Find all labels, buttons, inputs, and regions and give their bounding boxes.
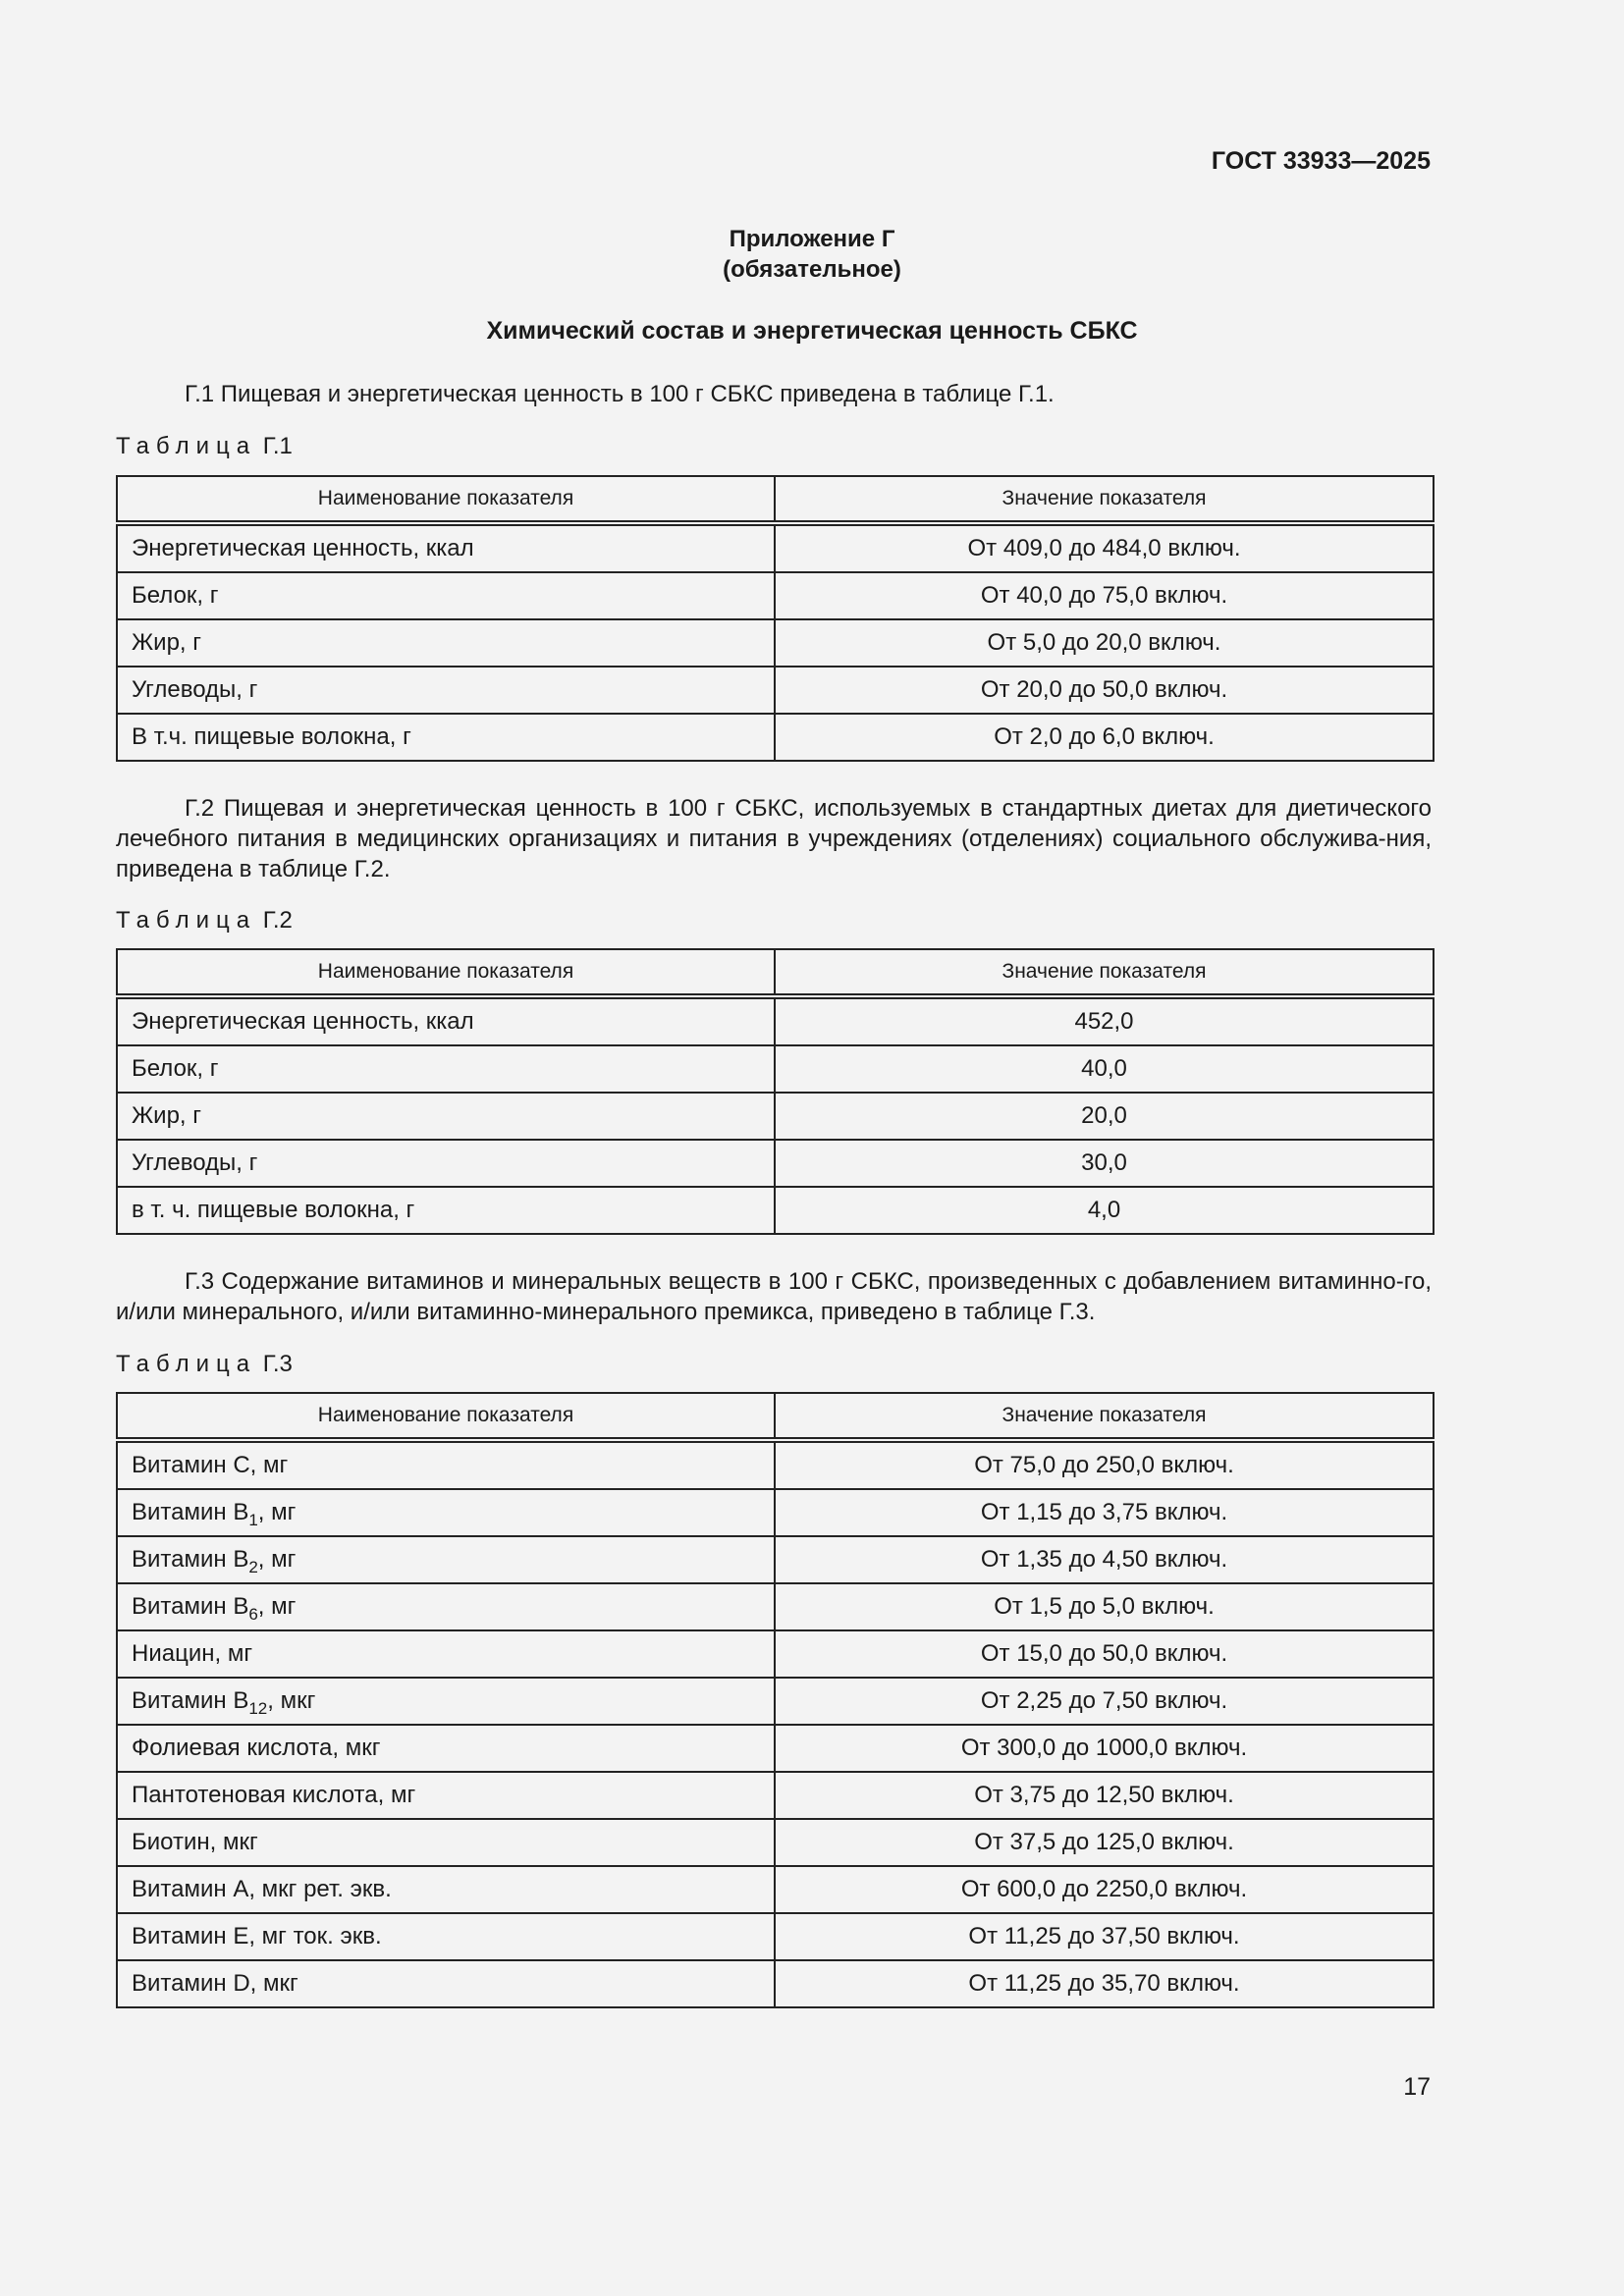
indicator-subscript: 12 — [248, 1699, 268, 1718]
indicator-value: От 20,0 до 50,0 включ. — [775, 667, 1434, 714]
indicator-name-cell — [117, 667, 775, 714]
table-row — [117, 1630, 1434, 1678]
table-caption-number: Г.1 — [262, 433, 293, 459]
indicator-name-cell — [117, 1093, 775, 1140]
table-row — [117, 1489, 1434, 1536]
indicator-name-cell — [117, 1819, 775, 1866]
indicator-name: Витамин D, мкг — [132, 1970, 298, 1997]
indicator-name: Энергетическая ценность, ккал — [132, 535, 474, 561]
indicator-name-cell — [117, 1866, 775, 1913]
table-row — [117, 1583, 1434, 1630]
indicator-name-cell — [117, 1630, 775, 1678]
indicator-name: Биотин, мкг — [132, 1829, 258, 1855]
table-row — [117, 1960, 1434, 2007]
paragraph-g3 — [116, 1266, 1432, 1327]
indicator-name-cell — [117, 572, 775, 619]
indicator-name-cell — [117, 1583, 775, 1630]
table-caption-g2 — [116, 907, 293, 934]
table-g3 — [116, 1392, 1435, 2008]
indicator-name: Витамин B — [132, 1499, 249, 1525]
indicator-value: От 11,25 до 35,70 включ. — [775, 1960, 1434, 2007]
column-header-name: Наименование показателя — [117, 476, 775, 523]
table-row — [117, 1536, 1434, 1583]
table-row — [117, 1772, 1434, 1819]
indicator-value: От 15,0 до 50,0 включ. — [775, 1630, 1434, 1678]
indicator-value: 30,0 — [775, 1140, 1434, 1187]
indicator-name: Углеводы, г — [132, 676, 258, 703]
table-caption-label: Таблица — [116, 1351, 257, 1377]
indicator-name: Витамин А, мкг рет. экв. — [132, 1876, 392, 1902]
indicator-value: От 5,0 до 20,0 включ. — [775, 619, 1434, 667]
table-g1 — [116, 475, 1435, 762]
table-row — [117, 1866, 1434, 1913]
table-g2 — [116, 948, 1435, 1235]
column-header-name: Наименование показателя — [117, 949, 775, 996]
indicator-name: Витамин C, мг — [132, 1452, 289, 1478]
indicator-name-cell — [117, 1440, 775, 1489]
page-number: 17 — [1403, 2073, 1431, 2101]
indicator-value: От 40,0 до 75,0 включ. — [775, 572, 1434, 619]
table-row — [117, 1093, 1434, 1140]
indicator-value: От 1,5 до 5,0 включ. — [775, 1583, 1434, 1630]
standard-code: ГОСТ 33933—2025 — [1211, 147, 1431, 175]
indicator-name: Витамин B — [132, 1687, 249, 1714]
column-header-value: Значение показателя — [775, 476, 1434, 523]
appendix-status: (обязательное) — [723, 256, 901, 283]
indicator-name: Углеводы, г — [132, 1149, 258, 1176]
column-header-name: Наименование показателя — [117, 1393, 775, 1440]
indicator-name-cell — [117, 523, 775, 572]
table-row — [117, 572, 1434, 619]
section-title: Химический состав и энергетическая ценность СБКС — [486, 317, 1138, 345]
appendix-heading — [0, 224, 1624, 285]
table-row — [117, 1440, 1434, 1489]
table-row — [117, 996, 1434, 1045]
indicator-name: Пантотеновая кислота, мг — [132, 1782, 416, 1808]
indicator-name-cell — [117, 714, 775, 761]
indicator-name: Витамин E, мг ток. экв. — [132, 1923, 382, 1949]
indicator-name: в т. ч. пищевые волокна, г — [132, 1197, 415, 1223]
table-row — [117, 1819, 1434, 1866]
paragraph-g2-text: Г.2 Пищевая и энергетическая ценность в 100 г СБКС, используемых в стандартных диетах для диетического лечебного питания в медицинских организациях и питания в учреждениях (отделениях) социального обслужива-ния, приведена в таблице Г.2. — [116, 795, 1432, 882]
table-header-row — [117, 949, 1434, 996]
table-caption-number: Г.2 — [262, 907, 293, 934]
table-header-row — [117, 1393, 1434, 1440]
table-row — [117, 1725, 1434, 1772]
indicator-unit: , мг — [257, 1593, 297, 1620]
paragraph-g1-text: Г.1 Пищевая и энергетическая ценность в 100 г СБКС приведена в таблице Г.1. — [185, 381, 1055, 407]
indicator-unit: , мкг — [267, 1687, 316, 1714]
table-row — [117, 1187, 1434, 1234]
table-caption-g3 — [116, 1351, 293, 1378]
indicator-value: От 409,0 до 484,0 включ. — [775, 523, 1434, 572]
indicator-value: От 11,25 до 37,50 включ. — [775, 1913, 1434, 1960]
indicator-value: От 1,15 до 3,75 включ. — [775, 1489, 1434, 1536]
indicator-unit: , мг — [257, 1499, 297, 1525]
indicator-name-cell — [117, 1489, 775, 1536]
indicator-name: Жир, г — [132, 629, 202, 656]
table-row — [117, 1678, 1434, 1725]
indicator-unit: , мг — [257, 1546, 297, 1573]
indicator-value: От 2,0 до 6,0 включ. — [775, 714, 1434, 761]
indicator-name: Витамин B — [132, 1546, 249, 1573]
table-row — [117, 667, 1434, 714]
indicator-subscript: 2 — [248, 1558, 258, 1576]
indicator-name: Фолиевая кислота, мкг — [132, 1735, 381, 1761]
indicator-name-cell — [117, 1140, 775, 1187]
indicator-value: От 600,0 до 2250,0 включ. — [775, 1866, 1434, 1913]
indicator-name: Витамин B — [132, 1593, 249, 1620]
indicator-value: От 3,75 до 12,50 включ. — [775, 1772, 1434, 1819]
table-row — [117, 523, 1434, 572]
column-header-value: Значение показателя — [775, 1393, 1434, 1440]
indicator-value: От 2,25 до 7,50 включ. — [775, 1678, 1434, 1725]
paragraph-g3-text: Г.3 Содержание витаминов и минеральных веществ в 100 г СБКС, произведенных с добавлением витаминно-го, и/или минерального, и/или витаминно-минерального премикса, приведено в таблице Г.3. — [116, 1268, 1432, 1325]
table-row — [117, 619, 1434, 667]
indicator-name-cell — [117, 619, 775, 667]
indicator-value: 452,0 — [775, 996, 1434, 1045]
indicator-name: Белок, г — [132, 582, 219, 609]
indicator-name-cell — [117, 1045, 775, 1093]
indicator-value: 4,0 — [775, 1187, 1434, 1234]
table-caption-label: Таблица — [116, 907, 257, 934]
indicator-value: От 300,0 до 1000,0 включ. — [775, 1725, 1434, 1772]
indicator-name-cell — [117, 1678, 775, 1725]
indicator-name-cell — [117, 1772, 775, 1819]
indicator-value: От 37,5 до 125,0 включ. — [775, 1819, 1434, 1866]
table-row — [117, 1045, 1434, 1093]
paragraph-g1 — [116, 379, 1432, 409]
indicator-value: От 75,0 до 250,0 включ. — [775, 1440, 1434, 1489]
table-row — [117, 1913, 1434, 1960]
indicator-name: В т.ч. пищевые волокна, г — [132, 723, 411, 750]
indicator-name-cell — [117, 1536, 775, 1583]
table-header-row — [117, 476, 1434, 523]
table-row — [117, 714, 1434, 761]
indicator-name-cell — [117, 996, 775, 1045]
indicator-value: От 1,35 до 4,50 включ. — [775, 1536, 1434, 1583]
indicator-value: 20,0 — [775, 1093, 1434, 1140]
indicator-name: Энергетическая ценность, ккал — [132, 1008, 474, 1035]
indicator-name-cell — [117, 1187, 775, 1234]
indicator-value: 40,0 — [775, 1045, 1434, 1093]
indicator-name-cell — [117, 1913, 775, 1960]
indicator-subscript: 6 — [248, 1605, 258, 1624]
paragraph-g2 — [116, 793, 1432, 884]
indicator-subscript: 1 — [248, 1511, 258, 1529]
table-caption-g1 — [116, 433, 293, 460]
table-row — [117, 1140, 1434, 1187]
indicator-name: Белок, г — [132, 1055, 219, 1082]
table-caption-label: Таблица — [116, 433, 257, 459]
indicator-name: Жир, г — [132, 1102, 202, 1129]
indicator-name-cell — [117, 1725, 775, 1772]
appendix-title: Приложение Г — [729, 226, 895, 252]
table-caption-number: Г.3 — [262, 1351, 293, 1377]
indicator-name: Ниацин, мг — [132, 1640, 253, 1667]
indicator-name-cell — [117, 1960, 775, 2007]
column-header-value: Значение показателя — [775, 949, 1434, 996]
